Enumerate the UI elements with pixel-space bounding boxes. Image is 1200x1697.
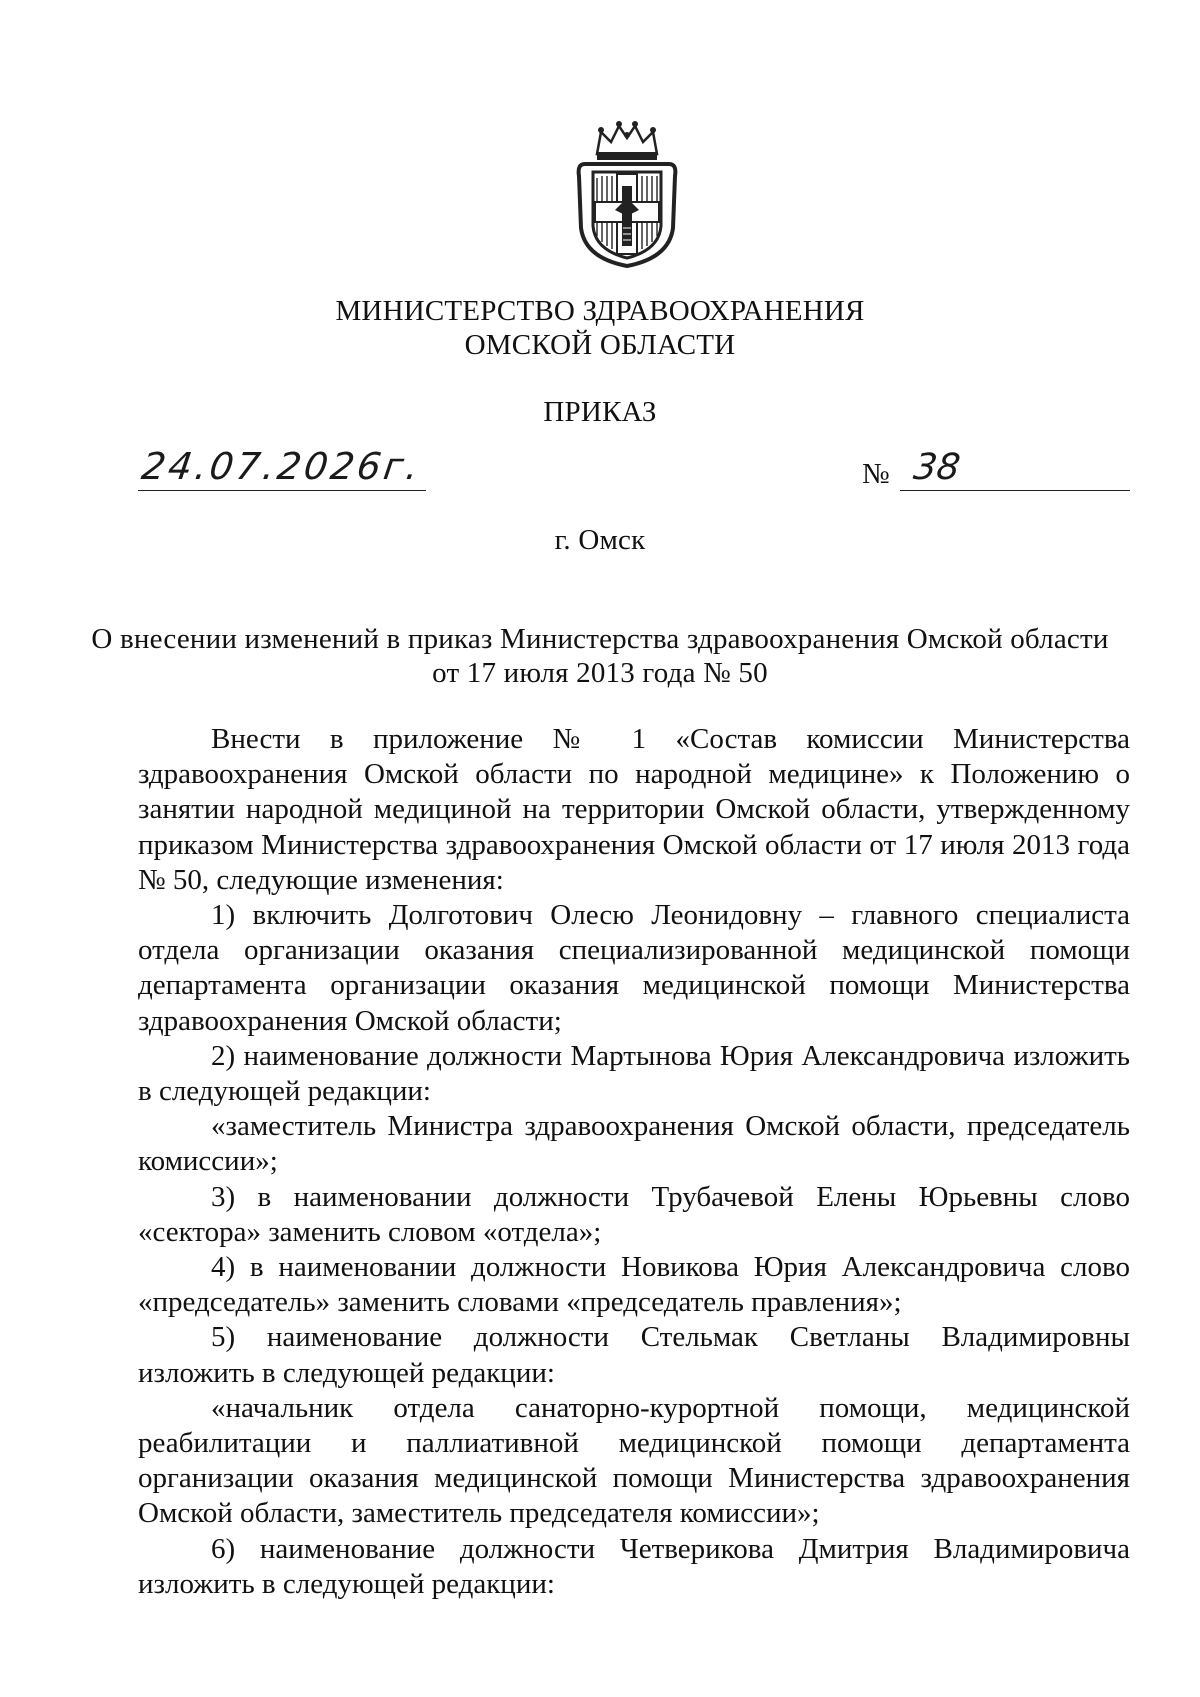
number-label: № xyxy=(862,458,890,490)
ministry-name-line2: ОМСКОЙ ОБЛАСТИ xyxy=(464,329,736,361)
order-body xyxy=(138,722,1130,1602)
date-value: 24.07.2026г. xyxy=(138,445,425,488)
document-type: ПРИКАЗ xyxy=(543,396,657,428)
date-field xyxy=(138,445,426,491)
number-field xyxy=(900,448,1130,491)
paragraph-item-1: 1) включить Долготович Олесю Леонидовну – главного специалиста отдела организации оказания специализированной медицинской помощи департамента организации оказания медицинской помощи Министерства здравоохранения Омской области; xyxy=(138,899,1130,1037)
order-title-line2: от 17 июля 2013 года № 50 xyxy=(432,657,768,689)
paragraph-item-2-quote: «заместитель Министра здравоохранения Омской области, председатель комиссии»; xyxy=(138,1110,1130,1178)
paragraph-item-5: 5) наименование должности Стельмак Светланы Владимировны изложить в следующей редакции: xyxy=(138,1321,1130,1389)
paragraph-item-3: 3) в наименовании должности Трубачевой Елены Юрьевны слово «сектора» заменить словом «отдела»; xyxy=(138,1180,1130,1248)
coat-of-arms-icon xyxy=(567,118,687,268)
paragraph-item-2: 2) наименование должности Мартынова Юрия Александровича изложить в следующей редакции: xyxy=(138,1039,1130,1108)
ministry-name-line1: МИНИСТЕРСТВО ЗДРАВООХРАНЕНИЯ xyxy=(335,295,865,327)
paragraph-item-6: 6) наименование должности Четверикова Дмитрия Владимировича изложить в следующей редакции: xyxy=(138,1532,1130,1600)
paragraph-intro: Внести в приложение № 1 «Состав комиссии Министерства здравоохранения Омской области по народной медицине» к Положению о занятии народной медициной на территории Омской области, утвержденному приказом Министерства здравоохранения Омской области от 17 июля 2013 года № 50, следующие изменения: xyxy=(138,723,1130,896)
number-value: 38 xyxy=(911,447,963,488)
order-title-line1: О внесении изменений в приказ Министерства здравоохранения Омской области xyxy=(91,623,1109,655)
city: г. Омск xyxy=(554,524,646,556)
paragraph-item-4: 4) в наименовании должности Новикова Юрия Александровича слово «председатель» заменить словами «председатель правления»; xyxy=(138,1251,1130,1319)
paragraph-item-5-quote: «начальник отдела санаторно-курортной помощи, медицинской реабилитации и паллиативной медицинской помощи департамента организации оказания медицинской помощи Министерства здравоохранения Омской области, заместитель председателя комиссии»; xyxy=(138,1391,1130,1530)
